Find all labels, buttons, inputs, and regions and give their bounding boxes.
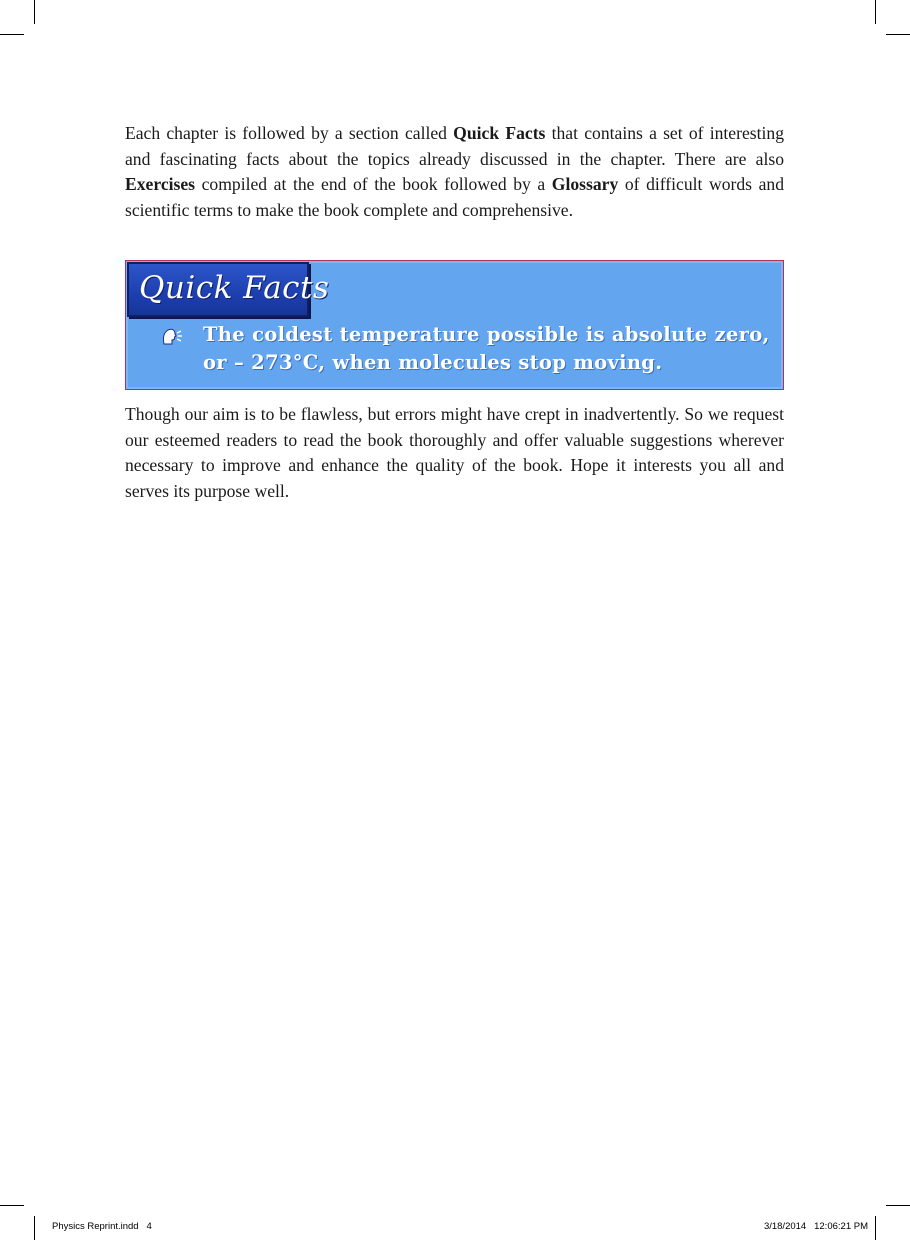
closing-paragraph: Though our aim is to be flawless, but errors might have crept in inadvertently. So we request our esteemed readers to read the book thoroughly and offer valuable suggestions wherever necessary to improve and enhance the quality of the book. Hope it interests you all and serves its purpose well. bbox=[125, 404, 784, 501]
quick-facts-tab bbox=[127, 262, 330, 317]
quick-facts-box bbox=[125, 260, 784, 390]
text-span: that contains a set of interesting and fascinating facts about the topics already discussed in the chapter. There are also bbox=[125, 123, 784, 169]
crop-mark bbox=[34, 0, 35, 24]
crop-mark bbox=[0, 34, 24, 35]
footer-file-info: Physics Reprint.indd 4 bbox=[52, 1221, 152, 1232]
quick-fact-item: The coldest temperature possible is absolute zero, or – 273°C, when molecules stop moving. bbox=[203, 323, 770, 374]
crop-mark bbox=[34, 1216, 35, 1240]
text-span: of difficult words and scientific terms to make the book complete and comprehensive. bbox=[125, 174, 784, 220]
footer-timestamp: 3/18/2014 12:06:21 PM bbox=[763, 1221, 868, 1232]
crop-mark bbox=[0, 1205, 24, 1206]
crop-mark bbox=[886, 34, 910, 35]
bold-term-exercises: Exercises bbox=[125, 174, 196, 194]
crop-mark bbox=[875, 0, 876, 24]
crop-mark bbox=[875, 1216, 876, 1240]
bold-term-quick-facts: Quick Facts bbox=[453, 123, 546, 143]
quick-facts-title: Quick Facts bbox=[139, 270, 330, 306]
speaking-head-icon bbox=[161, 327, 183, 347]
bold-term-glossary: Glossary bbox=[551, 174, 619, 194]
text-span: compiled at the end of the book followed by a bbox=[195, 174, 552, 194]
text-span: Each chapter is followed by a section called bbox=[125, 123, 454, 143]
crop-mark bbox=[886, 1205, 910, 1206]
intro-paragraph bbox=[125, 121, 784, 223]
